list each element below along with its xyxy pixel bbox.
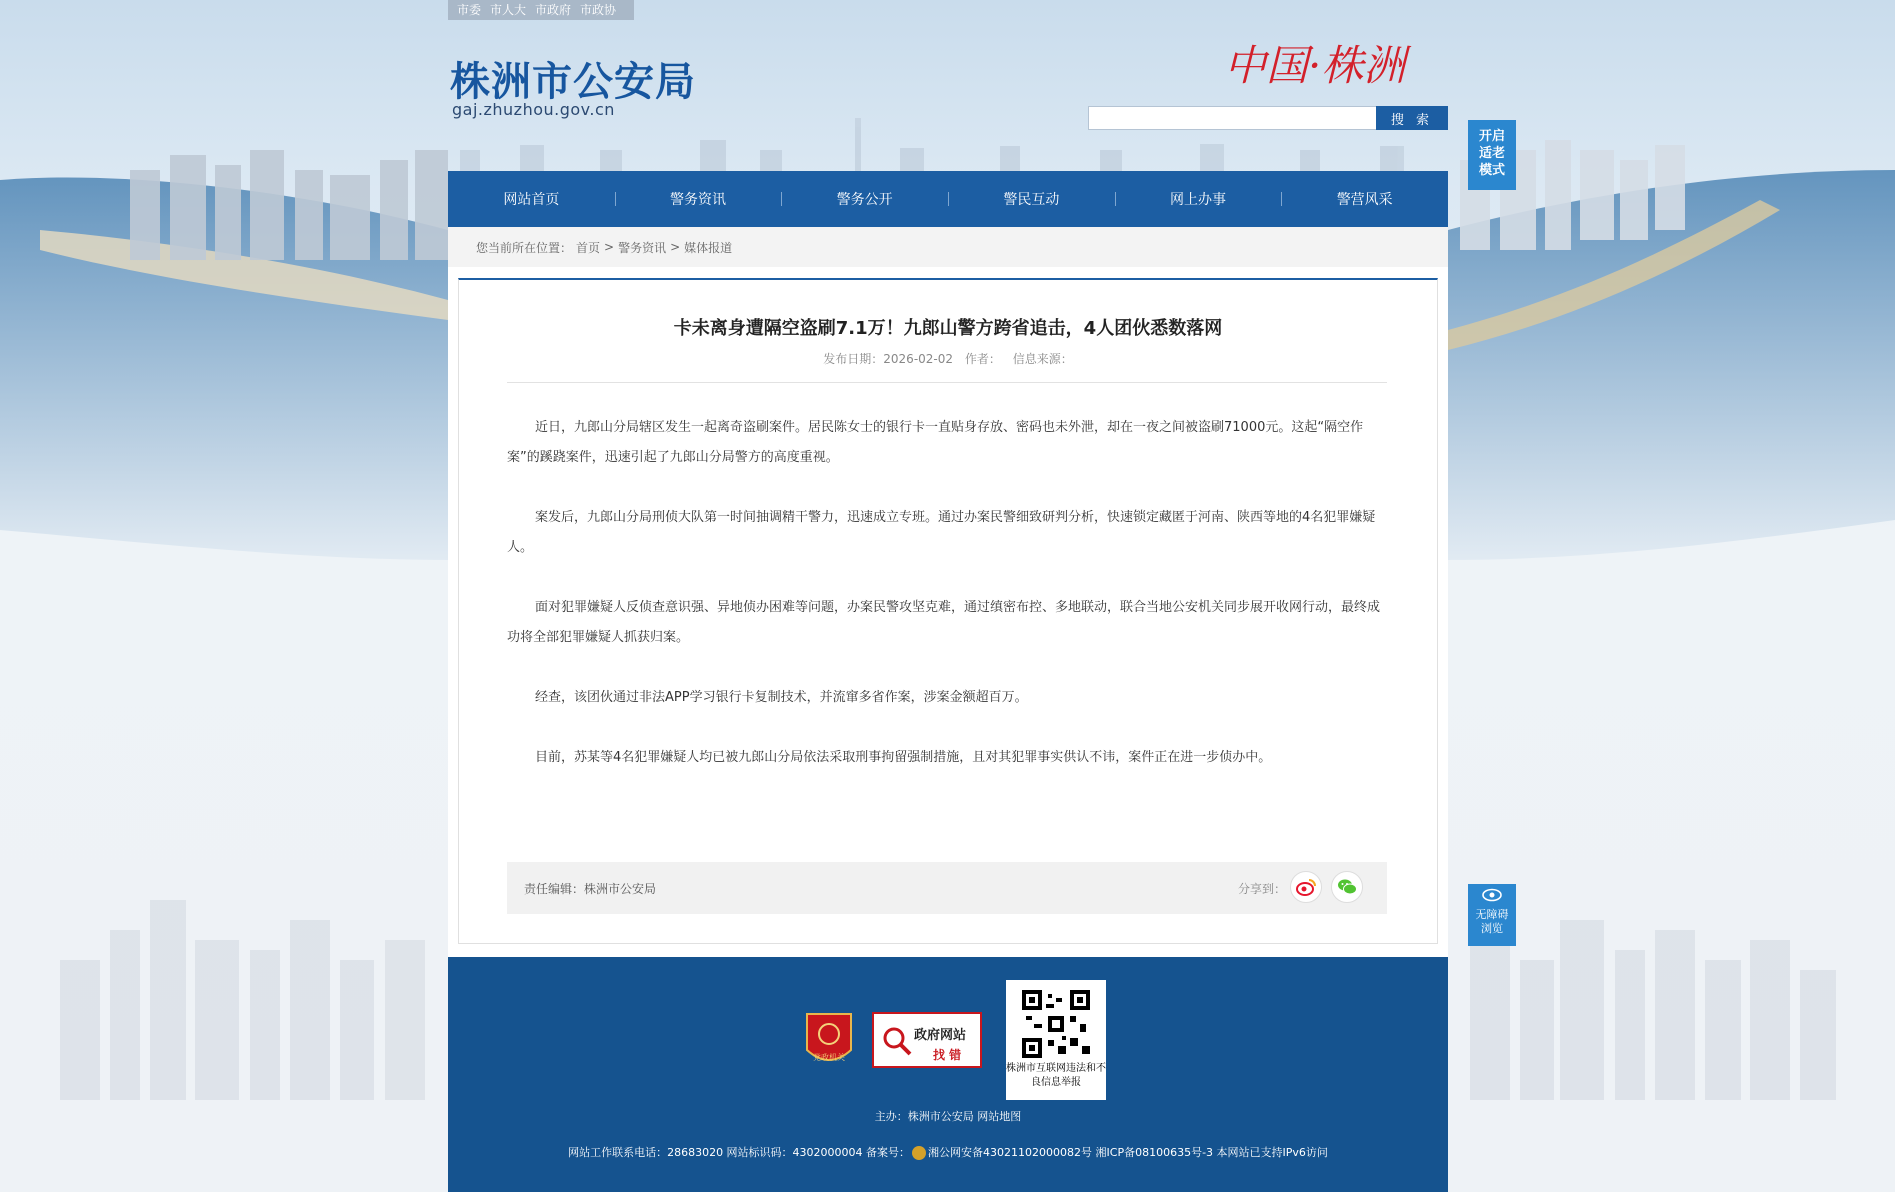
wechat-share-icon[interactable] [1331, 871, 1363, 903]
article-paragraph: 近日，九郎山分局辖区发生一起离奇盗刷案件。居民陈女士的银行卡一直贴身存放、密码也未外泄，却在一夜之间被盗刷71000元。这起“隔空作案”的蹊跷案件，迅速引起了九郎山分局警方的高度重视。 [507, 420, 1364, 465]
police-emblem-icon [912, 1146, 926, 1160]
breadcrumb [448, 227, 1448, 268]
gov-error-line1: 政府网站 [914, 1028, 967, 1043]
gov-error-line2: 找 错 [933, 1048, 962, 1062]
breadcrumb-separator: > [604, 240, 615, 254]
article-title: 卡未离身遭隔空盗刷7.1万！九郎山警方跨省追击，4人团伙悉数落网 [673, 318, 1223, 339]
article-paragraph: 面对犯罪嫌疑人反侦查意识强、异地侦办困难等问题，办案民警攻坚克难，通过缜密布控、多地联动，联合当地公安机关同步展开收网行动，最终成功将全部犯罪嫌疑人抓获归案。 [507, 600, 1381, 645]
site-title: 株洲市公安局 [450, 58, 696, 105]
breadcrumb-media[interactable]: 媒体报道 [684, 240, 733, 255]
title-divider [507, 382, 1387, 383]
qr-code-icon [1022, 990, 1090, 1058]
responsible-editor: 责任编辑：株洲市公安局 [524, 882, 657, 896]
breadcrumb-home[interactable]: 首页 [576, 240, 601, 255]
author-label: 作者： [964, 352, 1001, 366]
calligraphy-logo [1222, 34, 1412, 94]
article-meta [458, 350, 1438, 367]
article-paragraph: 经查，该团伙通过非法APP学习银行卡复制技术，并流窜多省作案，涉案金额超百万。 [535, 690, 1028, 705]
nav-interaction[interactable]: 警民互动 [948, 189, 1115, 209]
article-paragraph: 案发后，九郎山分局刑侦大队第一时间抽调精干警力，迅速成立专班。通过办案民警细致研判分析，快速锁定藏匿于河南、陕西等地的4名犯罪嫌疑人。 [507, 510, 1376, 555]
top-link-government[interactable]: 市政府 [535, 3, 572, 17]
elder-mode-button[interactable] [1468, 120, 1516, 190]
footer-info [448, 1144, 1448, 1160]
nav-home[interactable]: 网站首页 [503, 192, 560, 208]
search-input[interactable] [1088, 106, 1377, 130]
top-link-congress[interactable]: 市人大 [490, 3, 527, 17]
accessibility-button[interactable] [1468, 884, 1516, 946]
source-label: 信息来源： [1012, 352, 1073, 366]
nav-online-services[interactable]: 网上办事 [1115, 189, 1282, 209]
search-button[interactable]: 搜 索 [1376, 106, 1448, 130]
party-government-badge[interactable] [803, 1010, 855, 1070]
top-links-bar [448, 0, 634, 20]
top-link-party[interactable]: 市委 [457, 3, 482, 17]
eye-icon [1482, 888, 1502, 902]
share-label: 分享到： [1238, 882, 1287, 896]
magnifier-icon [880, 1024, 914, 1058]
footer-beian[interactable]: 湘公网安备43021102000082号 湘ICP备08100635号-3 本网站已支持IPv6访问 [928, 1146, 1328, 1159]
site-domain: gaj.zhuzhou.gov.cn [452, 100, 615, 119]
footer-contact: 网站工作联系电话：28683020 网站标识码：4302000004 备案号： [568, 1146, 911, 1159]
main-nav [448, 171, 1448, 227]
nav-police-style[interactable]: 警营风采 [1281, 189, 1448, 209]
breadcrumb-separator: > [670, 240, 681, 254]
nav-police-disclosure[interactable]: 警务公开 [781, 189, 948, 209]
nav-police-news[interactable]: 警务资讯 [615, 189, 782, 209]
top-link-cppcc[interactable]: 市政协 [580, 3, 617, 17]
publish-date: 2026-02-02 [883, 352, 954, 366]
accessibility-label: 无障碍浏览 [1475, 908, 1509, 935]
calligraphy-logo-text: 中国·株洲 [1224, 41, 1406, 90]
publish-label: 发布日期： [823, 352, 884, 366]
article-paragraph: 目前，苏某等4名犯罪嫌疑人均已被九郎山分局依法采取刑事拘留强制措施，且对其犯罪事实供认不讳，案件正在进一步侦办中。 [535, 750, 1272, 765]
breadcrumb-prefix: 您当前所在位置： [476, 240, 573, 255]
weibo-share-icon[interactable] [1290, 871, 1322, 903]
party-badge-text: 党政机关 [813, 1053, 845, 1062]
breadcrumb-police-news[interactable]: 警务资讯 [618, 240, 667, 255]
qr-caption: 株洲市互联网违法和不良信息举报 [1006, 1063, 1106, 1088]
elder-mode-label: 开启适老模式 [1478, 129, 1505, 178]
footer-host: 主办：株洲市公安局 网站地图 [874, 1110, 1022, 1123]
